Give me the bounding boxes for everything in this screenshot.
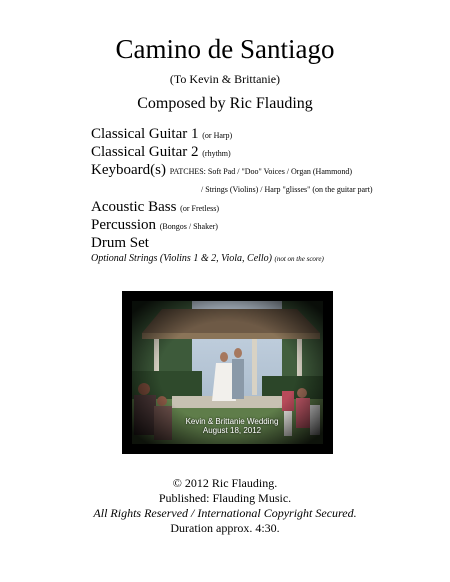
- instrument-note: (Bongos / Shaker): [159, 222, 218, 231]
- instrument-name: Classical Guitar 2: [91, 144, 199, 160]
- instrument-name: Percussion: [91, 217, 156, 233]
- page-title: Camino de Santiago: [115, 34, 335, 64]
- photo-caption-line-2: August 18, 2012: [202, 426, 262, 435]
- instrument-note: (or Fretless): [180, 204, 220, 213]
- instrument-keyboard-patches: / Strings (Violins) / Harp "glisses" (on the guitar part): [201, 185, 373, 194]
- instrument-name: Drum Set: [91, 235, 149, 251]
- copyright-line: © 2012 Ric Flauding.: [172, 476, 278, 490]
- instrument-name: Classical Guitar 1: [91, 126, 199, 142]
- instrument-note: (not on the score): [274, 255, 324, 263]
- instrument-note: (rhythm): [202, 149, 231, 158]
- composer-credit: Composed by Ric Flauding: [137, 95, 313, 112]
- instrument-drums: [91, 235, 436, 252]
- instrument-name: Optional Strings (Violins 1 & 2, Viola, Cello): [91, 253, 273, 264]
- dedication: (To Kevin & Brittanie): [169, 72, 281, 86]
- instrument-guitar-2: [91, 144, 436, 162]
- wedding-photo: [132, 301, 323, 444]
- rights-line: All Rights Reserved / International Copyright Secured.: [93, 506, 357, 520]
- footer: [0, 476, 450, 536]
- instrument-guitar-1: [91, 126, 436, 144]
- instrument-name: Keyboard(s): [91, 162, 166, 178]
- instrument-note: PATCHES: Soft Pad / "Doo" Voices / Organ (Hammond): [169, 167, 352, 176]
- instrument-keyboard: [91, 162, 436, 180]
- instrument-name: Acoustic Bass: [91, 199, 177, 215]
- instrument-note: (or Harp): [202, 131, 233, 140]
- photo-caption-line-1: Kevin & Brittanie Wedding: [185, 417, 279, 426]
- wedding-photo-frame: [122, 291, 333, 454]
- duration-line: Duration approx. 4:30.: [170, 521, 280, 535]
- instrument-optional-strings: [91, 252, 436, 266]
- publisher-line: Published: Flauding Music.: [158, 491, 292, 505]
- instrument-list: [91, 126, 436, 266]
- instrument-percussion: [91, 217, 436, 235]
- instrument-bass: [91, 199, 436, 217]
